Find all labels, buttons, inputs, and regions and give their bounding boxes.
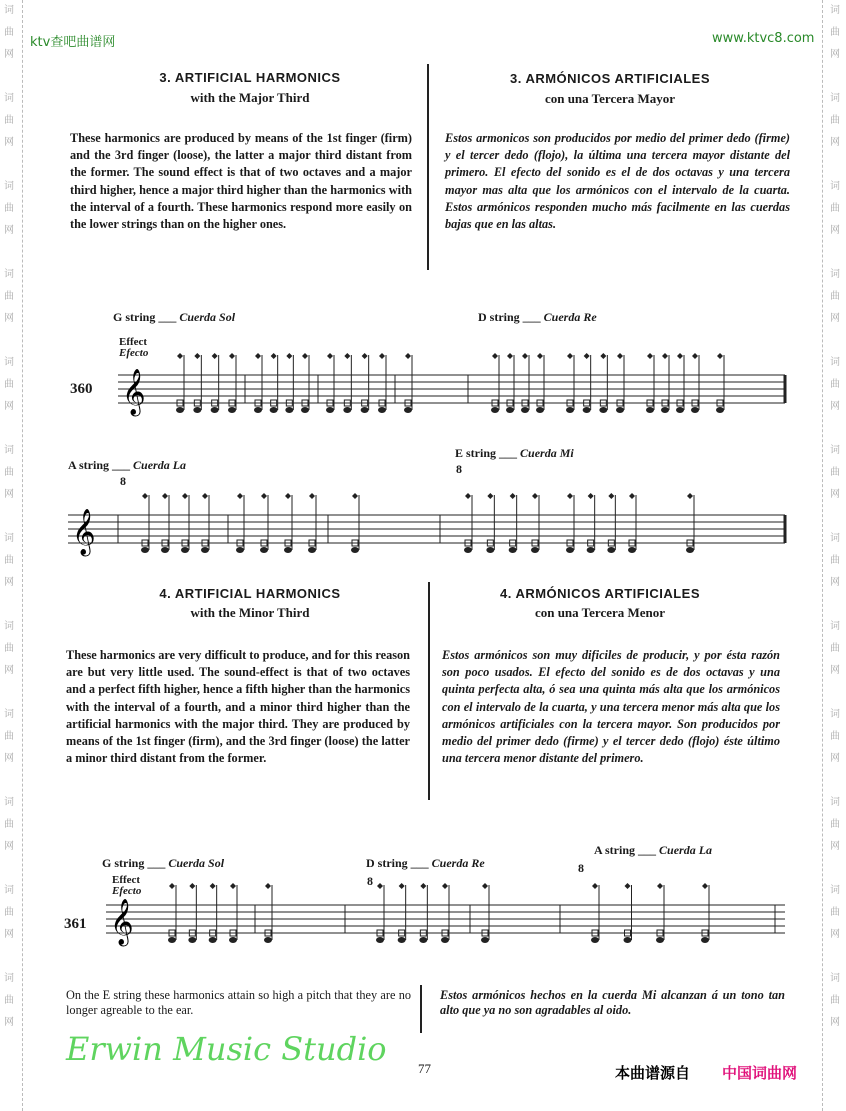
note-head xyxy=(441,937,449,943)
note-head xyxy=(583,407,591,413)
source-site: 中国词曲网 xyxy=(722,1064,798,1082)
note-head xyxy=(398,937,406,943)
effect-note-head xyxy=(702,883,708,889)
note-head xyxy=(616,407,624,413)
note-head xyxy=(566,547,574,553)
note-head xyxy=(236,547,244,553)
effect-note-head xyxy=(629,493,635,499)
note-head xyxy=(691,407,699,413)
note-head xyxy=(419,937,427,943)
effect-note-head xyxy=(687,493,693,499)
note-head xyxy=(607,547,615,553)
effect-note-head xyxy=(229,353,235,359)
effect-note-head xyxy=(677,353,683,359)
effect-note-head xyxy=(420,883,426,889)
treble-clef: 𝄞 xyxy=(110,899,134,945)
effect-note-head xyxy=(362,353,368,359)
d-string-label: D string ___ Cuerda Re xyxy=(366,856,485,870)
effect-note-head xyxy=(142,493,148,499)
note-head xyxy=(481,937,489,943)
effect-note-head xyxy=(510,493,516,499)
octave-mark: 8 xyxy=(120,474,126,488)
note-head xyxy=(141,547,149,553)
effect-note-head xyxy=(487,493,493,499)
note-head xyxy=(209,937,217,943)
effect-note-head xyxy=(302,353,308,359)
a-string-label: A string ___ Cuerda La xyxy=(594,843,713,857)
effect-note-head xyxy=(657,883,663,889)
note-head xyxy=(521,407,529,413)
watermark-left: ktv查吧曲谱网 xyxy=(30,35,116,50)
note-head xyxy=(628,547,636,553)
note-head xyxy=(661,407,669,413)
note-head xyxy=(264,937,272,943)
effect-note-head xyxy=(588,493,594,499)
note-head xyxy=(716,407,724,413)
note-head xyxy=(176,407,184,413)
footnote-es: Estos armónicos hechos en la cuerda Mi alcanzan á un tono tan alto que ya no son agradables al oido. xyxy=(440,988,785,1017)
g-string-label: G string ___ Cuerda Sol xyxy=(102,856,225,870)
effect-note-head xyxy=(352,493,358,499)
effect-note-head xyxy=(507,353,513,359)
note-head xyxy=(531,547,539,553)
effect-note-head xyxy=(647,353,653,359)
note-head xyxy=(404,407,412,413)
effect-note-head xyxy=(567,493,573,499)
effect-note-head xyxy=(309,493,315,499)
octave-mark: 8 xyxy=(456,462,462,476)
note-head xyxy=(308,547,316,553)
note-head xyxy=(536,407,544,413)
column-divider xyxy=(420,985,422,1033)
treble-clef: 𝄞 xyxy=(72,509,96,555)
effect-note-head xyxy=(377,883,383,889)
treble-clef: 𝄞 xyxy=(122,369,146,415)
effect-note-head xyxy=(255,353,261,359)
effect-note-head xyxy=(327,353,333,359)
note-head xyxy=(599,407,607,413)
note-head xyxy=(211,407,219,413)
note-head xyxy=(376,937,384,943)
e-string-label: E string ___ Cuerda Mi xyxy=(455,446,574,460)
effect-note-head xyxy=(692,353,698,359)
note-head xyxy=(260,547,268,553)
note-head xyxy=(464,547,472,553)
note-head xyxy=(624,937,632,943)
effect-note-head xyxy=(482,883,488,889)
effect-note-head xyxy=(492,353,498,359)
side-watermark-left: 词 曲 网 词 曲 网 词 曲 网 词 曲 网 词 曲 网 词 曲 网 词 曲 网 词 曲 网 词 曲 网 词 曲 网 词 曲 网 词 曲 网 xyxy=(4,5,14,1028)
note-head xyxy=(486,547,494,553)
note-head xyxy=(343,407,351,413)
note-head xyxy=(646,407,654,413)
section4-en-subtitle: with the Minor Third xyxy=(190,605,310,620)
octave-mark: 8 xyxy=(578,861,584,875)
d-string-label: D string ___ Cuerda Re xyxy=(478,310,597,324)
note-head xyxy=(491,407,499,413)
section3-es-subtitle: con una Tercera Mayor xyxy=(544,91,676,106)
effect-note-head xyxy=(584,353,590,359)
effect-note-head xyxy=(177,353,183,359)
note-head xyxy=(229,937,237,943)
effect-label: Effect Efecto xyxy=(119,336,149,359)
effect-note-head xyxy=(189,883,195,889)
note-head xyxy=(378,407,386,413)
a-string-label: A string ___ Cuerda La xyxy=(68,458,187,472)
effect-note-head xyxy=(532,493,538,499)
effect-note-head xyxy=(608,493,614,499)
effect-note-head xyxy=(261,493,267,499)
side-watermark-right: 词 曲 网 词 曲 网 词 曲 网 词 曲 网 词 曲 网 词 曲 网 词 曲 网 词 曲 网 词 曲 网 词 曲 网 词 曲 网 词 曲 网 xyxy=(830,5,840,1028)
note-head xyxy=(284,547,292,553)
note-head xyxy=(301,407,309,413)
section4-en-text: These harmonics are very difficult to produce, and for this reason are but very little used. The sound-effect is that of two octaves and a perfect fifth higher, hence a fifth higher than the harmonics with the interval of a fourth, and a minor third higher than the artificial harmonics with the major third. They are produced by means of the 1st finger (firm), and the 3rd finger (loose) the latter a minor third distant from the former. xyxy=(66,648,410,766)
section3-es-title: 3. ARMÓNICOS ARTIFICIALES xyxy=(509,71,711,86)
page-number: 77 xyxy=(418,1061,431,1076)
effect-note-head xyxy=(194,353,200,359)
effect-note-head xyxy=(286,353,292,359)
effect-note-head xyxy=(600,353,606,359)
effect-note-head xyxy=(169,883,175,889)
effect-note-head xyxy=(210,883,216,889)
effect-note-head xyxy=(379,353,385,359)
effect-note-head xyxy=(567,353,573,359)
note-head xyxy=(201,547,209,553)
note-head xyxy=(181,547,189,553)
effect-note-head xyxy=(592,883,598,889)
effect-note-head xyxy=(399,883,405,889)
effect-label: Effect Efecto xyxy=(112,874,142,897)
note-head xyxy=(270,407,278,413)
effect-note-head xyxy=(617,353,623,359)
note-head xyxy=(188,937,196,943)
note-head xyxy=(506,407,514,413)
note-head xyxy=(161,547,169,553)
effect-note-head xyxy=(344,353,350,359)
effect-note-head xyxy=(182,493,188,499)
effect-note-head xyxy=(405,353,411,359)
effect-note-head xyxy=(162,493,168,499)
g-string-label: G string ___ Cuerda Sol xyxy=(113,310,236,324)
effect-note-head xyxy=(625,883,631,889)
note-head xyxy=(285,407,293,413)
effect-note-head xyxy=(465,493,471,499)
note-head xyxy=(168,937,176,943)
effect-note-head xyxy=(662,353,668,359)
section3-es-text: Estos armonicos son producidos por medio del primer dedo (firme) y el tercer dedo (flojo), la última una tercera mayor distante del primero. El efecto del sonido es el de dos octavas y una tercera mayor mas alta que los armónicos con el intervalo de la cuarta. Estos armónicos responden mucho más facilmente en las cuerdas bajas que en las altas. xyxy=(445,131,790,232)
note-head xyxy=(686,547,694,553)
section4-es-subtitle: con una Tercera Menor xyxy=(534,605,666,620)
note-head xyxy=(193,407,201,413)
note-head xyxy=(326,407,334,413)
effect-note-head xyxy=(537,353,543,359)
exercise-number: 361 xyxy=(64,916,87,932)
exercise-number: 360 xyxy=(70,381,93,397)
note-head xyxy=(361,407,369,413)
effect-note-head xyxy=(265,883,271,889)
section3-en-text: These harmonics are produced by means of the 1st finger (firm) and the 3rd finger (loose), the latter a major third distant from the former. The sound effect is that of two octaves and a major third higher, hence a major third higher than the harmonics with the interval of a fourth. These harmonics respond more easily on the lower strings than on the higher ones. xyxy=(70,131,412,232)
effect-note-head xyxy=(442,883,448,889)
erwin-music-studio-logo: Erwin Music Studio xyxy=(66,1030,387,1068)
note-head xyxy=(566,407,574,413)
note-head xyxy=(351,547,359,553)
section3-en-title: 3. ARTIFICIAL HARMONICS xyxy=(159,70,341,85)
section4-es-title: 4. ARMÓNICOS ARTIFICIALES xyxy=(499,586,701,601)
section4-es-text: Estos armónicos son muy dificiles de producir, y por ésta razón son poco usados. El efecto del sonido es de dos octavas y una quinta perfecta alta, ó sea una quinta más alta que los armónicos con el intervalo de la cuarta, y una tercera menor más alta que los armónicos artificiales con la tercera mayor. Son producidos por medio del primer dedo (firme) y el tercer dedo (flojo) éste último una tercera menor distante del primero. xyxy=(442,648,780,766)
footnote-en: On the E string these harmonics attain so high a pitch that they are no longer agreable to the ear. xyxy=(66,988,411,1017)
watermark-right: www.ktvc8.com xyxy=(712,31,815,46)
effect-note-head xyxy=(237,493,243,499)
note-head xyxy=(587,547,595,553)
effect-note-head xyxy=(285,493,291,499)
note-head xyxy=(509,547,517,553)
note-head xyxy=(676,407,684,413)
octave-mark: 8 xyxy=(367,874,373,888)
note-head xyxy=(228,407,236,413)
section3-en-subtitle: with the Major Third xyxy=(190,90,310,105)
effect-note-head xyxy=(212,353,218,359)
effect-note-head xyxy=(230,883,236,889)
effect-note-head xyxy=(717,353,723,359)
note-head xyxy=(591,937,599,943)
note-head xyxy=(254,407,262,413)
effect-note-head xyxy=(271,353,277,359)
note-head xyxy=(701,937,709,943)
effect-note-head xyxy=(522,353,528,359)
source-label: 本曲谱源自 xyxy=(615,1064,691,1082)
effect-note-head xyxy=(202,493,208,499)
note-head xyxy=(656,937,664,943)
section4-en-title: 4. ARTIFICIAL HARMONICS xyxy=(159,586,341,601)
